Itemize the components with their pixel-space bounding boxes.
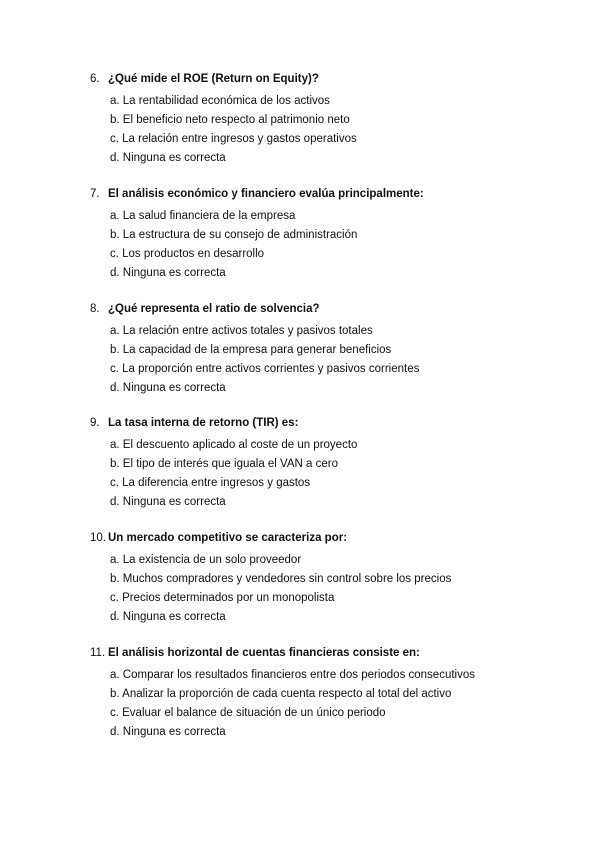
option-d: d. Ninguna es correcta: [110, 152, 226, 164]
option-a: a. La salud financiera de la empresa: [110, 210, 296, 222]
option-d: d. Ninguna es correcta: [110, 611, 226, 623]
question-heading: [90, 416, 570, 430]
question-heading: [90, 72, 570, 86]
question-text: Un mercado competitivo se caracteriza por:: [108, 532, 348, 544]
question-text: La tasa interna de retorno (TIR) es:: [108, 417, 299, 429]
option-c: c. Los productos en desarrollo: [110, 248, 265, 260]
option-b: b. El beneficio neto respecto al patrimonio neto: [110, 114, 350, 126]
option-list: [90, 438, 570, 509]
option-list: [90, 209, 570, 280]
option-list: [90, 94, 570, 165]
option-d: d. Ninguna es correcta: [110, 267, 226, 279]
option-b: b. Muchos compradores y vendedores sin control sobre los precios: [110, 573, 452, 585]
question-number: 10.: [90, 532, 106, 544]
option-c: c. Precios determinados por un monopolista: [110, 592, 335, 604]
question-6: [90, 72, 570, 165]
option-c: c. La proporción entre activos corrientes y pasivos corrientes: [110, 363, 420, 375]
question-9: [90, 416, 570, 509]
question-heading: [90, 646, 570, 660]
option-b: b. La estructura de su consejo de administración: [110, 229, 358, 241]
option-list: [90, 668, 570, 739]
option-d: d. Ninguna es correcta: [110, 496, 226, 508]
question-heading: [90, 302, 570, 316]
question-text: El análisis horizontal de cuentas financieras consiste en:: [108, 647, 420, 659]
question-number: 8.: [90, 303, 100, 315]
question-number: 6.: [90, 73, 100, 85]
question-text: El análisis económico y financiero evalúa principalmente:: [108, 188, 424, 200]
option-b: b. Analizar la proporción de cada cuenta respecto al total del activo: [110, 688, 452, 700]
option-list: [90, 324, 570, 395]
option-a: a. La rentabilidad económica de los activos: [110, 95, 330, 107]
question-10: [90, 531, 570, 624]
question-text: ¿Qué representa el ratio de solvencia?: [108, 303, 320, 315]
question-8: [90, 302, 570, 395]
option-a: a. Comparar los resultados financieros entre dos periodos consecutivos: [110, 669, 475, 681]
question-heading: [90, 187, 570, 201]
question-number: 9.: [90, 417, 100, 429]
option-a: a. La relación entre activos totales y pasivos totales: [110, 325, 373, 337]
question-number: 11.: [90, 647, 106, 659]
option-list: [90, 553, 570, 624]
option-c: c. La relación entre ingresos y gastos operativos: [110, 133, 357, 145]
option-b: b. El tipo de interés que iguala el VAN a cero: [110, 458, 339, 470]
question-heading: [90, 531, 570, 545]
option-a: a. La existencia de un solo proveedor: [110, 554, 302, 566]
option-d: d. Ninguna es correcta: [110, 726, 226, 738]
option-c: c. Evaluar el balance de situación de un único periodo: [110, 707, 386, 719]
option-a: a. El descuento aplicado al coste de un proyecto: [110, 439, 358, 451]
option-d: d. Ninguna es correcta: [110, 382, 226, 394]
option-b: b. La capacidad de la empresa para generar beneficios: [110, 344, 392, 356]
question-text: ¿Qué mide el ROE (Return on Equity)?: [108, 73, 319, 85]
option-c: c. La diferencia entre ingresos y gastos: [110, 477, 311, 489]
question-11: [90, 646, 570, 739]
question-7: [90, 187, 570, 280]
question-number: 7.: [90, 188, 100, 200]
